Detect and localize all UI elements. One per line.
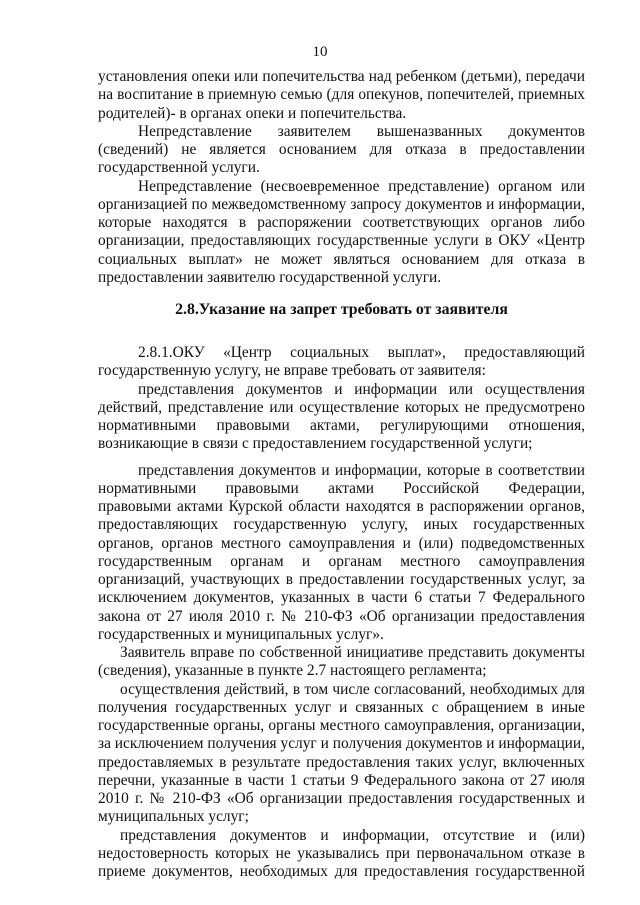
text-line: Заявитель вправе по собственной инициативе представить документы: [120, 644, 585, 661]
text-line: перечни, указанные в части 1 статьи 9 Федерального закона от 27 июля: [98, 771, 585, 789]
text-line: государственной услуги.: [98, 159, 260, 177]
text-line: 2.8.1.ОКУ «Центр социальных выплат», предоставляющий: [138, 344, 585, 361]
paragraph-6: [98, 454, 585, 645]
text-line: Непредставление (несвоевременное представление) органом или: [138, 177, 585, 195]
text-line: представления документов и информации, которые в соответствии: [138, 461, 585, 479]
text-line: государственные органы, органы местного самоуправления, организации,: [98, 717, 585, 734]
text-line: закона от 27 июля 2010 г. № 210-ФЗ «Об организации предоставления: [98, 607, 585, 625]
paragraph-4: [98, 320, 585, 381]
text-line: недостоверность которых не указывались при первоначальном отказе в: [98, 844, 585, 862]
text-line: приеме документов, необходимых для предоставления государственной: [98, 863, 585, 880]
paragraph-1: [98, 68, 585, 123]
text-line: Непредставление заявителем вышеназванных документов: [138, 122, 585, 140]
spacer: [98, 320, 585, 344]
text-line: государственных и муниципальных услуг».: [98, 625, 384, 643]
text-line: органов, органов местного самоуправления и (или) подведомственных: [98, 534, 585, 552]
text-line: предоставляющих государственную услугу, иных государственных: [98, 516, 585, 534]
text-line: получения государственных услуг и связанных с обращением в иные: [98, 698, 585, 716]
paragraph-2: [98, 123, 585, 178]
spacer: [98, 287, 585, 300]
text-line: действий, представление или осуществление которых не предусмотрено: [98, 398, 585, 416]
text-line: нормативными правовыми актами, регулирующими отношения,: [98, 417, 585, 434]
document-body: [98, 68, 585, 881]
text-line: которые находятся в распоряжении соответствующих органов либо: [98, 214, 585, 231]
spacer: [98, 454, 585, 462]
text-line: правовыми актами Курской области находятся в распоряжении органов,: [98, 498, 585, 515]
text-line: организации, предоставляющих государственные услуги в ОКУ «Центр: [98, 232, 585, 250]
text-line: родителей)- в органах опеки и попечительства.: [98, 104, 407, 122]
paragraph-3: [98, 178, 585, 288]
text-line: государственную услугу, не вправе требовать от заявителя:: [98, 362, 486, 380]
paragraph-8: [98, 681, 585, 827]
paragraph-5: [98, 381, 585, 454]
text-line: государственным органам и органам местного самоуправления: [98, 552, 585, 570]
text-line: за исключением получения услуг и получения документов и информации,: [98, 735, 585, 753]
text-line: представления документов и информации или осуществления: [138, 380, 585, 398]
text-line: на воспитание в приемную семью (для опекунов, попечителей, приемных: [98, 86, 585, 104]
text-line: (сведения), указанные в пункте 2.7 настоящего регламента;: [98, 662, 487, 680]
text-line: социальных выплат» не может являться основанием для отказа в: [98, 250, 585, 268]
section-heading: 2.8.Указание на запрет требовать от заявителя: [175, 301, 508, 318]
text-line: предоставлении заявителю государственной услуги.: [98, 268, 442, 286]
text-line: возникающие в связи с предоставлением государственной услуги;: [98, 435, 533, 453]
paragraph-7: [98, 644, 585, 681]
text-line: предоставляемых в результате предоставления таких услуг, включенных: [98, 753, 585, 771]
text-line: установления опеки или попечительства над ребенком (детьми), передачи: [98, 68, 585, 85]
text-line: 2010 г. № 210-ФЗ «Об организации предоставления государственных и: [98, 790, 585, 807]
paragraph-9: [98, 827, 585, 882]
text-line: нормативными правовыми актами Российской Федерации,: [98, 479, 585, 497]
text-line: исключением документов, указанных в части 6 статьи 7 Федерального: [98, 589, 585, 607]
text-line: осуществления действий, в том числе согласований, необходимых для: [120, 680, 585, 698]
text-line: представления документов и информации, отсутствие и (или): [120, 826, 585, 844]
text-line: муниципальных услуг;: [98, 808, 249, 826]
text-line: организацией по межведомственному запросу документов и информации,: [98, 195, 585, 213]
text-line: организаций, участвующих в предоставлении государственных услуг, за: [98, 571, 585, 588]
page-number: 10: [312, 44, 328, 60]
text-line: (сведений) не является основанием для отказа в предоставлении: [98, 141, 585, 158]
